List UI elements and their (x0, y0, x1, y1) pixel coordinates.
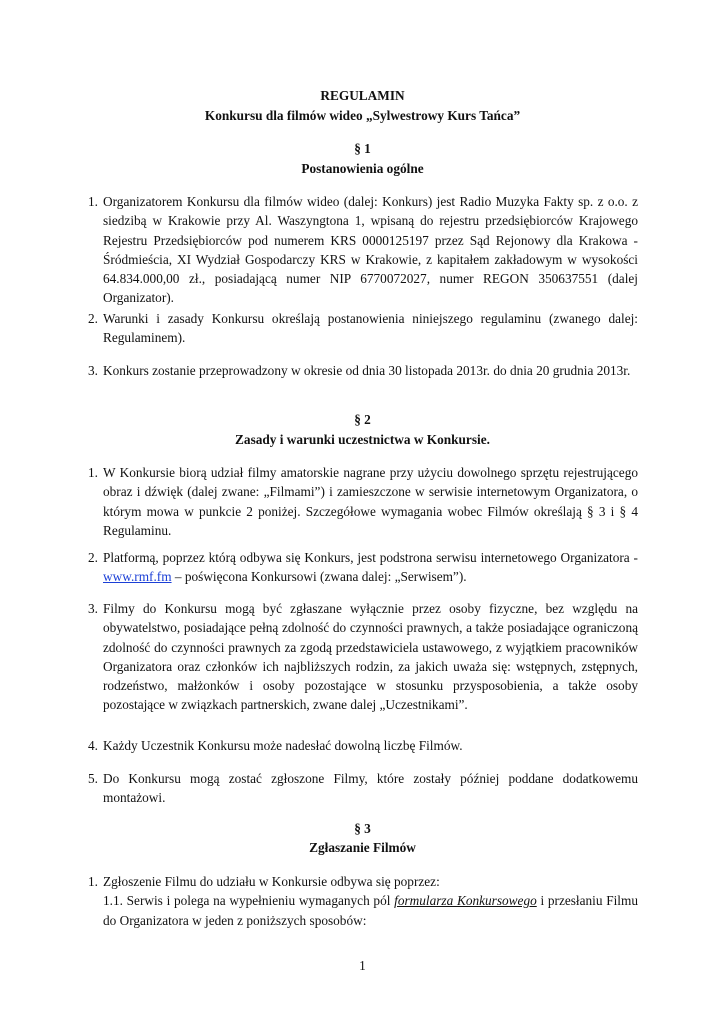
section-2-item-2 (88, 548, 638, 587)
section-2-item-3 (88, 599, 638, 715)
item-text: Organizatorem Konkursu dla filmów wideo (dalej: Konkurs) jest Radio Muzyka Fakty sp. z o.o. z siedzibą w Krakowie przy Al. Waszyngtona 1, wpisaną do rejestru przedsiębiorców Krajowego Rejestru Przedsiębiorców pod numerem KRS 0000125197 przez Sąd Rejonowy dla Krakowa - Śródmieścia, XI Wydział Gospodarczy KRS w Krakowie, z kapitałem zakładowym w wysokości 64.834.000,00 zł., posiadającą numer NIP 6770072027, numer REGON 350637551 (dalej Organizator). (103, 194, 638, 306)
section-2-item-1 (88, 463, 638, 540)
section-3-item-1 (88, 872, 638, 930)
item-number: 2. (88, 311, 98, 326)
document-title: REGULAMIN (320, 88, 405, 103)
section-2-item-4 (88, 736, 638, 755)
section-1-title: Postanowienia ogólne (301, 161, 424, 176)
item-number: 4. (88, 738, 98, 753)
section-3-title: Zgłaszanie Filmów (309, 840, 416, 855)
sub-item-1-1 (103, 891, 638, 930)
item-text: Warunki i zasady Konkursu określają postanowienia niniejszego regulaminu (zwanego dalej: Regulaminem). (103, 311, 638, 346)
section-1-number: § 1 (354, 141, 371, 156)
item-text: W Konkursie biorą udział filmy amatorskie nagrane przy użyciu dowolnego sprzętu rejestrującego obraz i dźwięk (dalej zwane: „Filmami”) i zamieszczone w serwisie internetowym Organizatora, o którym mowa w punkcie 2 poniżej. Szczegółowe wymagania wobec Filmów określają § 3 i § 4 Regulaminu. (103, 465, 638, 538)
section-1-item-1 (88, 192, 638, 308)
rmf-link[interactable]: www.rmf.fm (103, 569, 172, 585)
item-number: 1. (88, 194, 98, 209)
form-link-text: formularza Konkursowego (394, 893, 537, 909)
section-3-number: § 3 (354, 821, 371, 836)
item-number: 5. (88, 771, 98, 786)
page-number: 1 (359, 958, 366, 973)
item-text-before: Platformą, poprzez którą odbywa się Konkurs, jest podstrona serwisu internetowego Organizatora - (103, 550, 638, 565)
item-text: Zgłoszenie Filmu do udziału w Konkursie odbywa się poprzez: (103, 874, 440, 889)
section-2-title: Zasady i warunki uczestnictwa w Konkursie. (235, 432, 490, 447)
item-number: 1. (88, 465, 98, 480)
item-text: Do Konkursu mogą zostać zgłoszone Filmy, które zostały później poddane dodatkowemu montażowi. (103, 771, 638, 806)
sub-item-text-before: 1.1. Serwis i polega na wypełnieniu wymaganych pól (103, 893, 395, 909)
section-1-item-2 (88, 309, 638, 348)
section-1-item-3 (88, 361, 638, 380)
sub-item-text-after: i przesłaniu Filmu do Organizatora w jeden z poniższych sposobów: (103, 893, 638, 928)
document-subtitle: Konkursu dla filmów wideo „Sylwestrowy Kurs Tańca” (204, 108, 521, 123)
item-number: 3. (88, 363, 98, 378)
item-number: 3. (88, 601, 98, 616)
item-text-after: – poświęcona Konkursowi (zwana dalej: „Serwisem”). (171, 569, 467, 585)
section-2-number: § 2 (354, 412, 371, 427)
item-text: Konkurs zostanie przeprowadzony w okresie od dnia 30 listopada 2013r. do dnia 20 grudnia 2013r. (103, 363, 631, 378)
item-text (103, 548, 638, 587)
item-number: 2. (88, 550, 98, 565)
item-text: Każdy Uczestnik Konkursu może nadesłać dowolną liczbę Filmów. (103, 738, 463, 753)
section-2-item-5 (88, 769, 638, 808)
item-number: 1. (88, 874, 98, 889)
item-text: Filmy do Konkursu mogą być zgłaszane wyłącznie przez osoby fizyczne, bez względu na obywatelstwo, posiadające pełną zdolność do czynności prawnych, a także posiadające ograniczoną zdolność do czynności prawnych za zgodą przedstawiciela ustawowego, z wyjątkiem pracowników Organizatora oraz członków ich najbliższych rodzin, za jakich uważa się: wstępnych, zstępnych, rodzeństwo, małżonków i osoby pozostające w stosunku przysposobienia, a także osoby pozostające w związkach partnerskich, zwane dalej „Uczestnikami”. (103, 601, 638, 713)
